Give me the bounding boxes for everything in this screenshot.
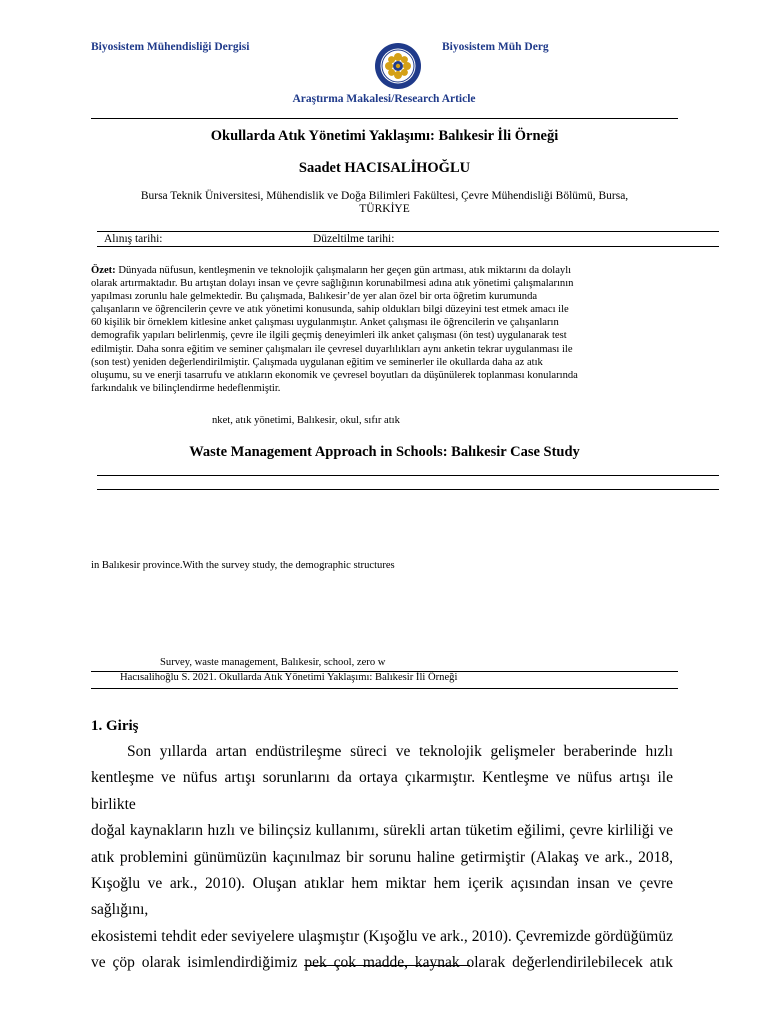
section-heading-intro: 1. Giriş (91, 718, 139, 734)
affiliation (91, 190, 678, 216)
affiliation-line-2: TÜRKİYE (359, 203, 410, 215)
intro-line: ekosistemi tehdit eder seviyelere ulaşmıştır (Kışoğlu ve ark., 2010). Çevremizde gördüğümüz (91, 927, 673, 945)
abstract-line: Özet: Dünyada nüfusun, kentleşmenin ve teknolojik çalışmaların her geçen gün artması, atık miktarını da dolaylı (91, 265, 572, 276)
abstract-line: (son test) yeniden değerlendirilmiştir. Çalışmada uygulanan eğitim ve seminerler ile okullarda daha az atık (91, 356, 543, 368)
abstract-label: Özet: (91, 265, 116, 276)
abstract-line: farkındalık ve bilinçlendirme hedeflenmiştir. (91, 382, 281, 394)
abstract-line: demografik yapıları belirlenmiş, çevre ile ilgili geçmiş deneyimleri ilk anket çalışması (ön test) uygulanarak test (91, 330, 567, 342)
citation-bottom-rule (91, 688, 678, 689)
author-name: Saadet HACISALİHOĞLU (298, 160, 471, 176)
keywords-en-fragment: Survey, waste management, Balıkesir, school, zero w (160, 657, 386, 668)
dates-bottom-rule (97, 246, 719, 247)
revised-date-label: Düzeltilme tarihi: (313, 233, 395, 245)
abstract-line: edilmiştir. Daha sonra eğitim ve seminer çalışmaları ile çevresel duyarlılıkları aynı anketin tekrar uygulanması ile (91, 343, 573, 355)
abstract-line: 60 kişilik bir örneklem kitlesine anket çalışması uygulanmıştır. Anket çalışması ile öğrencilerin ve çalışanların (91, 317, 559, 329)
journal-name-left: Biyosistem Mühendisliği Dergisi (91, 41, 250, 53)
en-abstract-second-rule (97, 489, 719, 490)
intro-line: Son yıllarda artan endüstrileşme süreci ve teknolojik gelişmeler beraberinde hızlı (127, 743, 673, 760)
intro-paragraph (91, 739, 673, 977)
intro-line: kentleşme ve nüfus artışı sorunlarını da ortaya çıkarmıştır. Kentleşme ve nüfus artışı ile birlikte (91, 769, 673, 813)
university-logo-icon (374, 42, 422, 90)
article-type: Araştırma Makalesi/Research Article (292, 93, 476, 105)
article-title-en: Waste Management Approach in Schools: Balıkesir Case Study (189, 444, 580, 460)
intro-line: Kışoğlu ve ark., 2010). Oluşan atıklar hem miktar hem içerik açısından insan ve çevre sağlığını, (91, 875, 673, 919)
article-title-tr: Okullarda Atık Yönetimi Yaklaşımı: Balıkesir İli Örneği (210, 128, 559, 144)
keywords-tr: nket, atık yönetimi, Balıkesir, okul, sıfır atık (212, 415, 400, 426)
header-divider (91, 118, 678, 119)
en-abstract-top-rule (97, 475, 719, 476)
abstract-line: olarak artırmaktadır. Bu artıştan dolayı insan ve çevre sağlığının korunabilmesi adına atık yönetimi çalışmalarının (91, 278, 574, 290)
abstract-line: yapılması zorunlu hale gelmektedir. Bu çalışmada, Balıkesir’de yer alan özel bir orta öğretim kurumunda (91, 291, 538, 303)
intro-line: atık problemini günümüzün kaçınılmaz bir sorunu haline getirmiştir (Alakaş ve ark., 2018, (91, 848, 673, 866)
footnote-rule (304, 965, 470, 966)
abstract-tr (91, 264, 681, 395)
citation: Hacısalihoğlu S. 2021. Okullarda Atık Yönetimi Yaklaşımı: Balıkesir İli Örneği (120, 672, 458, 683)
intro-line: ve çöp olarak isimlendirdiğimiz pek çok madde, kaynak olarak değerlendirilebilecek atık (91, 954, 673, 972)
journal-name-right: Biyosistem Müh Derg (442, 41, 549, 53)
abstract-en-fragment: in Balıkesir province.With the survey study, the demographic structures (91, 560, 395, 571)
abstract-line: oluşumu, su ve enerji tasarrufu ve atıkların ekonomik ve çevresel boyutları da düşünülerek toplanması konularında (91, 369, 578, 381)
intro-line: doğal kaynakların hızlı ve bilinçsiz kullanımı, sürekli artan tüketim eğilimi, çevre kirliliği ve (91, 822, 673, 840)
received-date-label: Alınış tarihi: (104, 233, 163, 245)
dates-top-rule (97, 231, 719, 232)
affiliation-line-1: Bursa Teknik Üniversitesi, Mühendislik ve Doğa Bilimleri Fakültesi, Çevre Mühendisliği Bölümü, Bursa, (140, 190, 629, 202)
abstract-line: çalışanların ve öğrencilerin çevre ve atık yönetimi konusunda, sahip oldukları bilgi düzeyini test etmek amacı ile (91, 304, 569, 316)
